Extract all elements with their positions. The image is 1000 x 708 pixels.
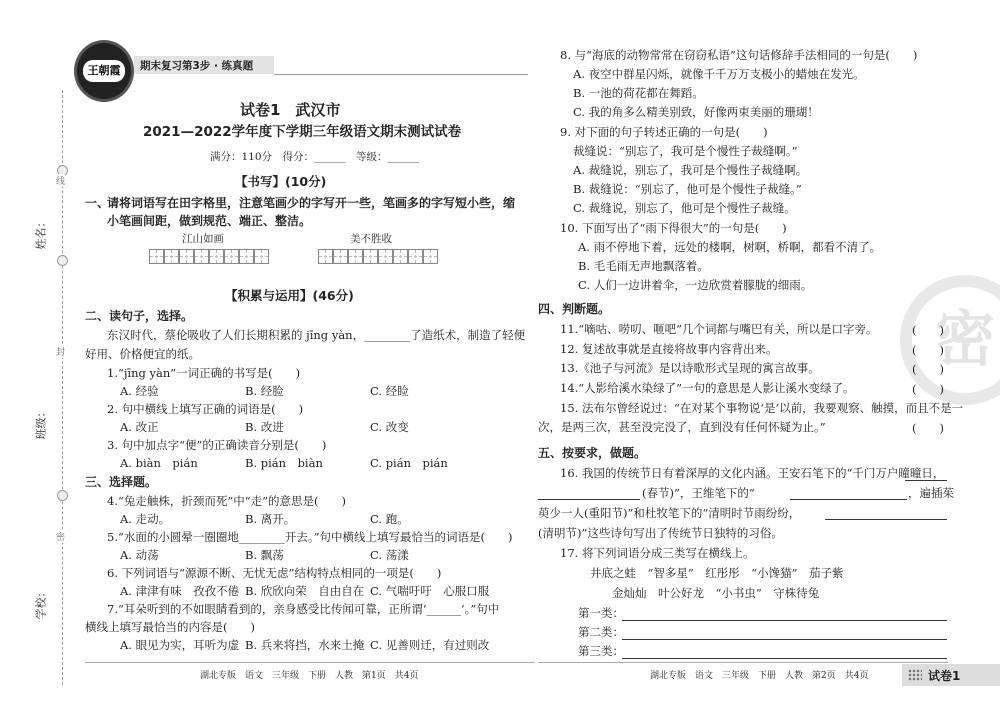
q2-passage-2: 好用、价格便宜的纸。 [85, 347, 200, 361]
q3-item-6: 6. 下列词语与“源源不断、无忧无虑”结构特点相同的一项是( ) [107, 566, 442, 580]
tianzige-cell[interactable] [378, 249, 393, 264]
accum-header: 【积累与运用】(46分) [225, 288, 354, 303]
q4-title: 四、判断题。 [538, 302, 611, 316]
option[interactable]: C. 跑。 [370, 512, 409, 526]
tianzige-cell[interactable] [179, 249, 194, 264]
judge-paren[interactable]: ( ) [912, 362, 944, 376]
q2-item-3: 3. 句中加点字“便”的正确读音分别是( ) [107, 438, 327, 452]
option[interactable]: B. 改进 [245, 420, 284, 434]
writing-grid-1[interactable] [149, 249, 269, 279]
option[interactable]: A. biàn pián [120, 456, 198, 470]
tianzige-cell[interactable] [254, 249, 269, 264]
tianzige-cell[interactable] [318, 249, 333, 264]
seal-char-1: 线 [56, 174, 65, 187]
category-2-label: 第二类： [578, 625, 624, 639]
q1-number: 一、 [85, 196, 110, 210]
option[interactable]: B. 欣欣向荣 自由自在 [245, 584, 365, 598]
review-banner: 期末复习第3步 · 练真题 [134, 56, 274, 74]
judge-paren[interactable]: ( ) [912, 343, 944, 357]
answer-line[interactable] [538, 499, 640, 500]
category-3-line[interactable] [622, 658, 947, 659]
score-line: 满分：110分 得分：______ 等级：______ [210, 151, 420, 163]
option[interactable]: C. 人们一边讲着伞，一边欣赏着朦胧的细雨。 [578, 278, 813, 292]
tianzige-cell[interactable] [348, 249, 363, 264]
q1-text-2: 小笔画间距，做到规范、端正、整洁。 [107, 214, 312, 228]
name-label: 姓名： [34, 216, 48, 250]
page-tab [902, 664, 1000, 686]
option[interactable]: C. 见善则迁，有过则改 [370, 638, 490, 652]
option[interactable]: B. 兵来将挡，水来土掩 [245, 638, 365, 652]
word-bank-1: 井底之蛙 “智多星” 红彤彤 “小馋猫” 茄子紫 [590, 566, 844, 580]
option[interactable]: C. 荡漾 [370, 548, 409, 562]
judge-15b: 次，是两三次，甚至没完没了，直到没有任何怀疑为止。” [538, 420, 826, 434]
q1-text-1: 请将词语写在田字格里，注意笔画少的字写开一些，笔画多的字写短小些，缩 [107, 196, 516, 210]
judge-13: 13.《池子与河流》是以诗歌形式呈现的寓言故事。 [560, 361, 820, 375]
page-title: 试卷1 武汉市 [240, 101, 341, 119]
option[interactable]: A. 经验 [120, 384, 159, 398]
writing-header: 【书写】(10分) [235, 174, 327, 189]
tab-dots [908, 669, 922, 681]
option[interactable]: A. 夜空中群星闪烁，就像千千万万支极小的蜡烛在发光。 [573, 67, 865, 81]
q16-c: ，遍插茱 [908, 486, 954, 500]
footer-rule-right [538, 662, 948, 663]
tianzige-cell[interactable] [393, 249, 408, 264]
category-1-line[interactable] [622, 620, 947, 621]
option[interactable]: B. 经脸 [245, 384, 284, 398]
q16-a: 16. 我国的传统节日有着深厚的文化内涵。王安石笔下的“千门万户曈曈日， [560, 466, 945, 480]
option[interactable]: C. 经睑 [370, 384, 409, 398]
q2-item-2: 2. 句中横线上填写正确的词语是( ) [107, 402, 304, 416]
option[interactable]: B. 毛毛雨无声地飘落着。 [578, 259, 709, 273]
q9-quote: 裁缝说：“别忘了，我可是个慢性子裁缝啊。” [573, 144, 798, 158]
answer-line[interactable] [790, 499, 907, 500]
option[interactable]: A. 走动。 [120, 512, 171, 526]
tianzige-cell[interactable] [224, 249, 239, 264]
judge-paren[interactable]: ( ) [912, 323, 944, 337]
option[interactable]: A. 津津有味 孜孜不倦 [120, 584, 240, 598]
option[interactable]: B. 一池的荷花都在舞蹈。 [573, 86, 704, 100]
q2-passage-1: 东汉时代，蔡伦吸收了人们长期积累的 jīng yàn，________了造纸术，制造了轻便 [107, 328, 526, 342]
option[interactable]: B. 离开。 [245, 512, 296, 526]
q3-item-7a: 7.“耳朵听到的不如眼睛看到的，亲身感受比传闻可靠，正所谓‘______’。”句中 [107, 602, 500, 616]
tianzige-cell[interactable] [209, 249, 224, 264]
q3-item-7b: 横线上填写最恰当的内容是( ) [85, 620, 255, 634]
category-3-label: 第三类： [578, 644, 624, 658]
seal-mark-3 [57, 490, 68, 501]
tianzige-cell[interactable] [423, 249, 438, 264]
option[interactable]: A. 改正 [120, 420, 159, 434]
option[interactable]: C. pián pián [370, 456, 448, 470]
brand-logo [74, 40, 134, 102]
q8: 8. 与“海底的动物常常在窃窃私语”这句话修辞手法相同的一句是( ) [560, 48, 918, 62]
answer-line[interactable] [905, 480, 947, 481]
q2-item-1: 1.“jīng yàn”一词正确的书写是( ) [107, 366, 301, 380]
q16-e: (清明节)”这些诗句写出了传统节日独特的习俗。 [538, 526, 783, 540]
option[interactable]: C. 我的角多么精美别致，好像两束美丽的珊瑚！ [573, 105, 819, 119]
seal-char-2: 封 [56, 345, 65, 358]
seal-mark-2 [57, 255, 68, 266]
q3-title: 三、选择题。 [85, 475, 158, 489]
footer-left: 湖北专版 语文 三年级 下册 人教 第1页 共4页 [200, 671, 419, 681]
option[interactable]: B. 裁缝说：“别忘了，他可是个慢性子裁缝。” [573, 182, 802, 196]
footer-right: 湖北专版 语文 三年级 下册 人教 第2页 共4页 [650, 671, 869, 681]
tianzige-cell[interactable] [164, 249, 179, 264]
option[interactable]: C. 改变 [370, 420, 409, 434]
judge-12: 12. 复述故事就是直接将故事内容背出来。 [560, 342, 778, 356]
tab-label: 试卷1 [928, 669, 961, 683]
option[interactable]: B. pián biàn [245, 456, 323, 470]
answer-line[interactable] [825, 519, 947, 520]
judge-paren[interactable]: ( ) [912, 382, 944, 396]
word-2: 美不胜收 [350, 233, 392, 245]
q2-title: 二、读句子，选择。 [85, 309, 194, 323]
option[interactable]: A. 动荡 [120, 548, 159, 562]
judge-paren[interactable]: ( ) [912, 421, 944, 435]
word-bank-2: 金灿灿 叶公好龙 “小书虫” 守株待兔 [612, 586, 820, 600]
writing-grid-2[interactable] [318, 249, 438, 279]
q3-item-5: 5.“水面的小圆晕一圈圈地________开去。”句中横线上填写最恰当的词语是( ) [107, 530, 513, 544]
tianzige-cell[interactable] [333, 249, 348, 264]
q3-item-4: 4.“兔走触株，折颈而死”中“走”的意思是( ) [107, 494, 346, 508]
logo-text: 王朝霞 [83, 60, 125, 82]
word-1: 江山如画 [182, 233, 224, 245]
footer-rule-left [85, 662, 535, 663]
option[interactable]: A. 眼见为实，耳听为虚 [120, 638, 240, 652]
tianzige-cell[interactable] [194, 249, 209, 264]
category-1-label: 第一类： [578, 606, 624, 620]
q5-title: 五、按要求，做题。 [538, 446, 647, 460]
seal-char-3: 密 [56, 530, 65, 543]
tianzige-cell[interactable] [239, 249, 254, 264]
judge-11: 11.“嘀咕、唠叨、咂吧”几个词都与嘴巴有关，所以是口字旁。 [560, 322, 878, 336]
q16-d: 萸少一人(重阳节)”和杜牧笔下的“清明时节雨纷纷， [538, 506, 801, 520]
banner-rule [274, 74, 528, 75]
q16-b: (春节)”，王维笔下的“ [642, 486, 755, 500]
option[interactable]: C. 裁缝说，别忘了，他可是个慢性子裁缝。 [573, 201, 796, 215]
option[interactable]: A. 裁缝说，别忘了，我可是个慢性子裁缝啊。 [573, 163, 808, 177]
option[interactable]: A. 雨不停地下着，远处的楼啊，树啊，桥啊，都看不清了。 [578, 240, 882, 254]
side-margin [34, 90, 80, 690]
q9: 9. 对下面的句子转述正确的一句是( ) [560, 125, 768, 139]
judge-14: 14.“人影给溪水染绿了”一句的意思是人影让溪水变绿了。 [560, 381, 855, 395]
tianzige-cell[interactable] [363, 249, 378, 264]
exam-subtitle: 2021—2022学年度下学期三年级语文期末测试试卷 [143, 124, 462, 140]
judge-15a: 15. 法布尔曾经说过：“在对某个事物说‘是’以前，我要观察、触摸，而且不是一 [560, 401, 964, 415]
q10: 10. 下面写出了“雨下得很大”的一句是( ) [560, 221, 787, 235]
tianzige-cell[interactable] [149, 249, 164, 264]
option[interactable]: B. 飘荡 [245, 548, 284, 562]
watermark: 密 [900, 275, 1000, 405]
q17: 17. 将下列词语分成三类写在横线上。 [560, 546, 755, 560]
option[interactable]: C. 气喘吁吁 心服口服 [370, 584, 490, 598]
school-label: 学校： [34, 586, 48, 620]
class-label: 班级： [34, 406, 48, 440]
category-2-line[interactable] [622, 639, 947, 640]
tianzige-cell[interactable] [408, 249, 423, 264]
